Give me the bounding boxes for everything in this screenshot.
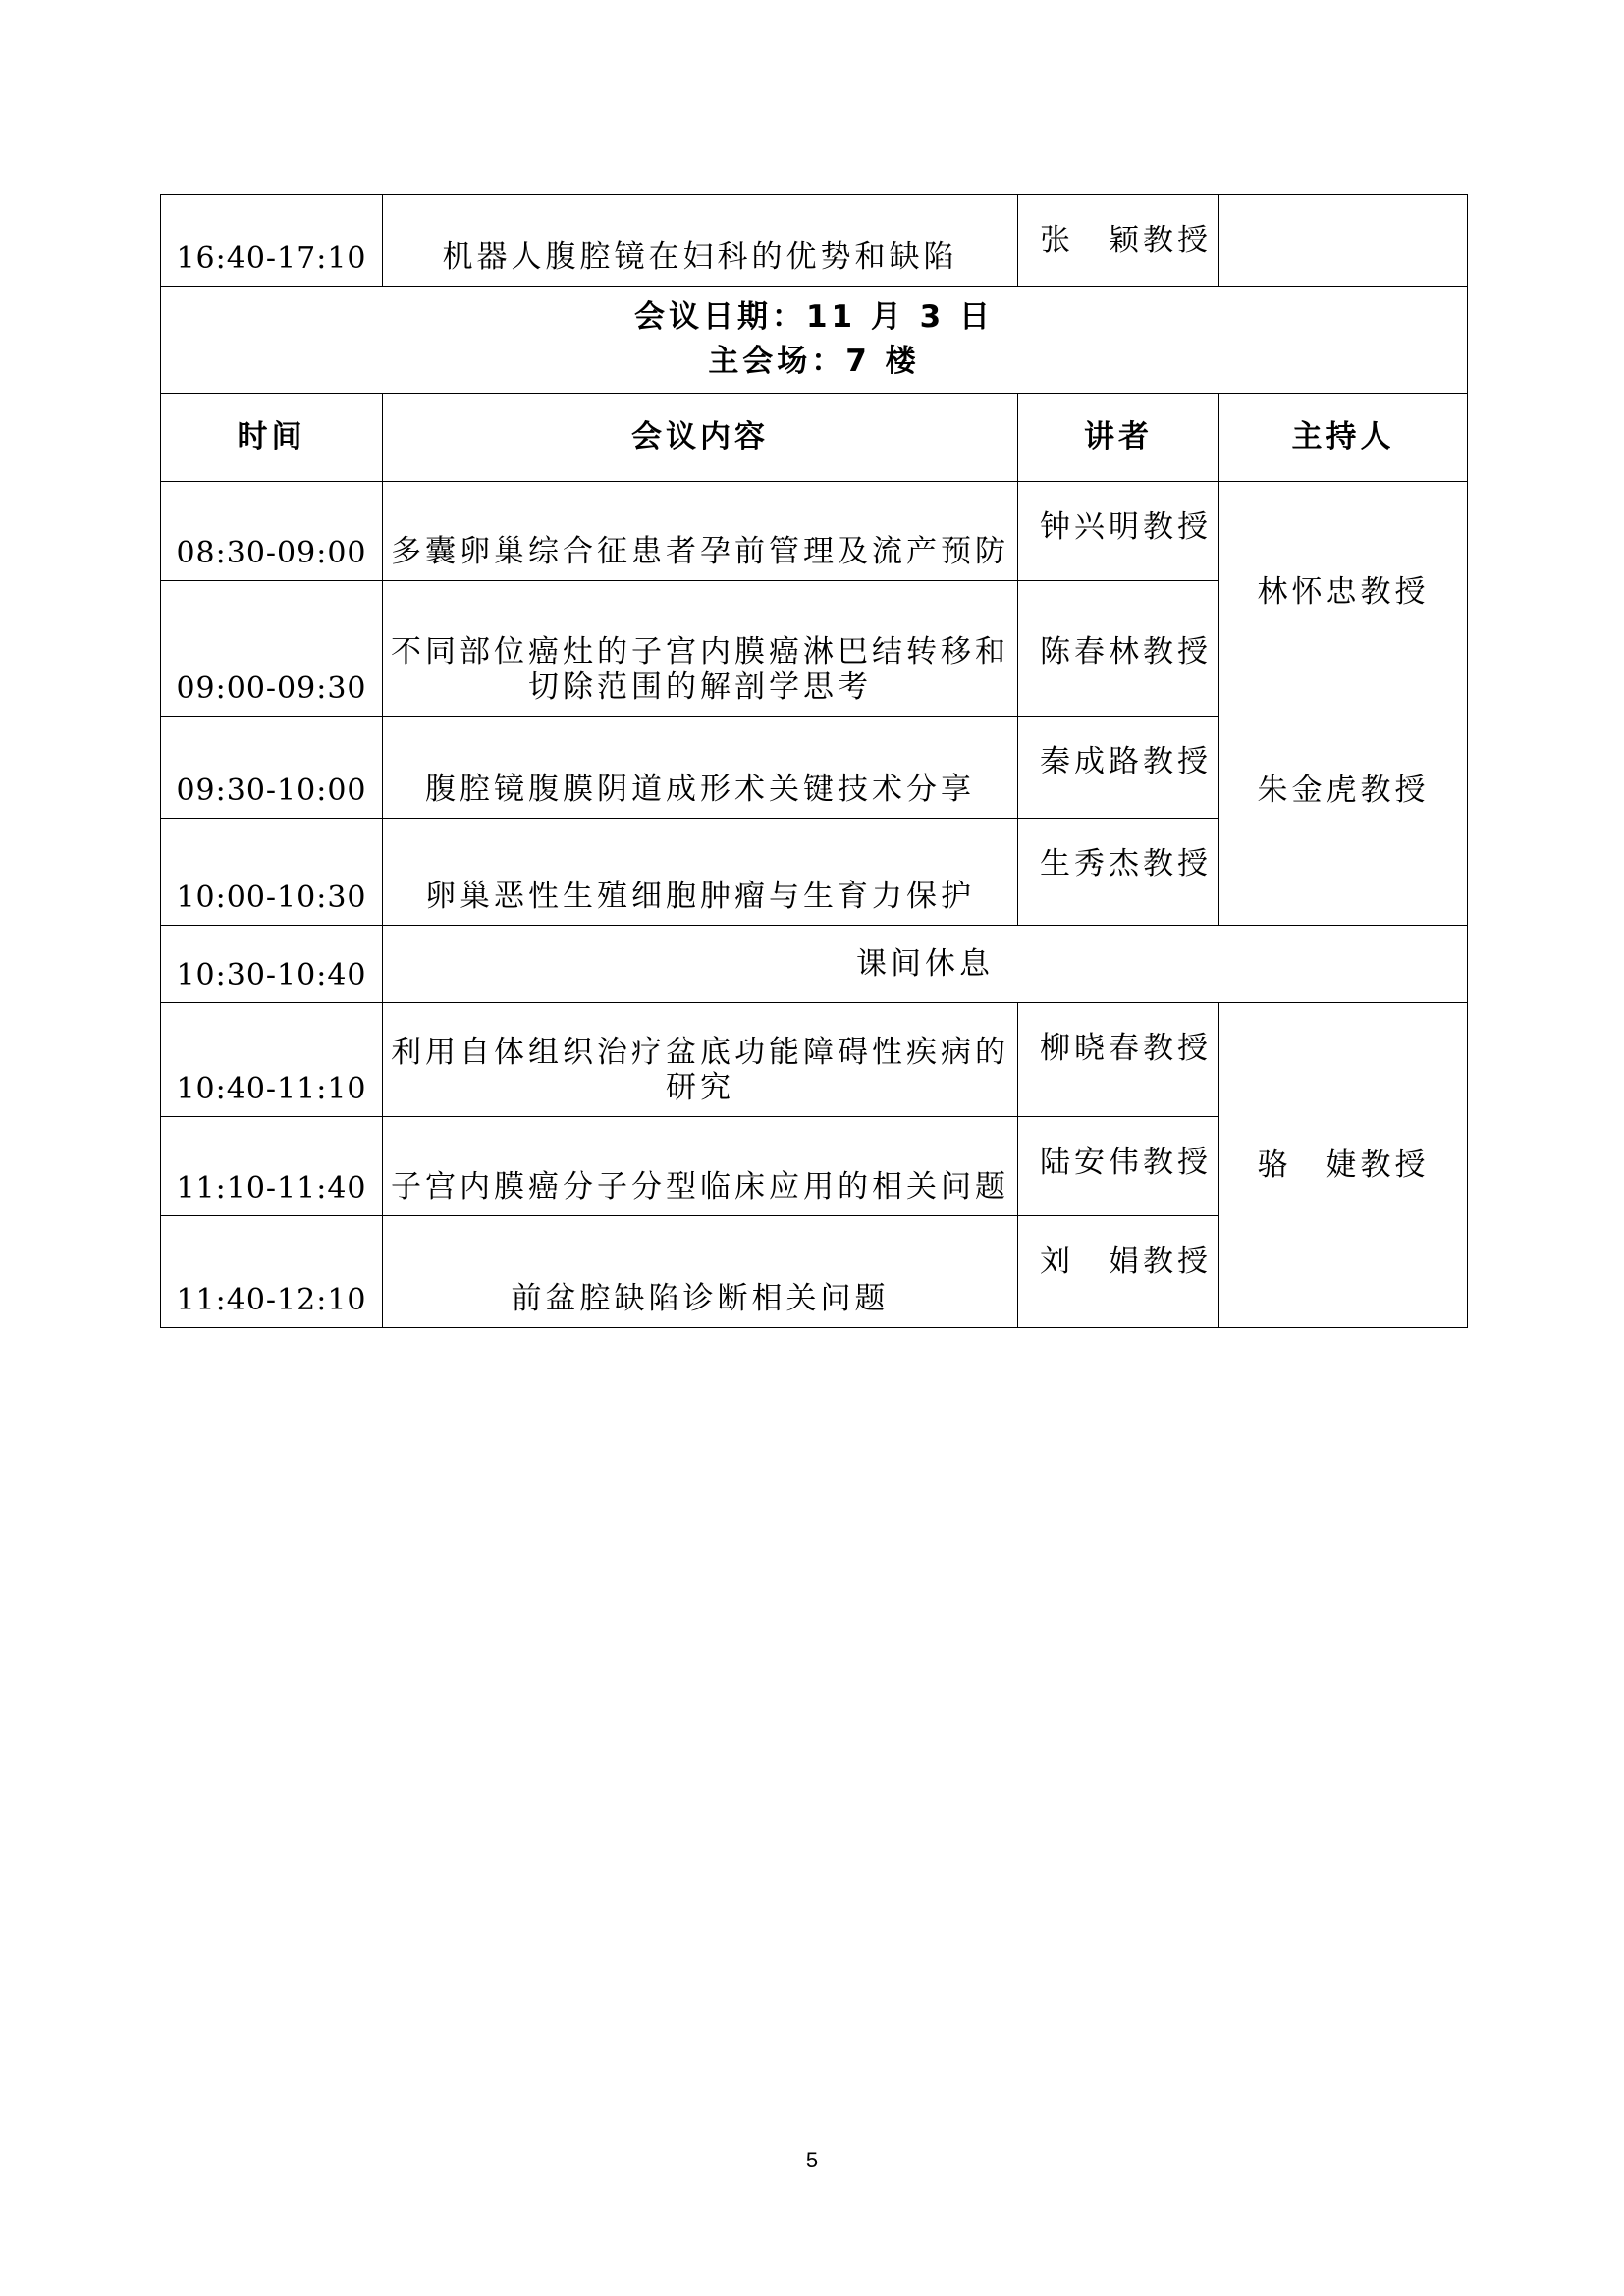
time-cell: 11:10-11:40: [161, 1117, 383, 1216]
content-line: 不同部位癌灶的子宫内膜癌淋巴结转移和: [391, 633, 1009, 669]
time-cell: 10:30-10:40: [161, 926, 383, 1003]
content-cell: [383, 581, 1018, 717]
speaker-cell: 生秀杰教授: [1018, 819, 1219, 926]
schedule-table: [160, 194, 1468, 1328]
table-row: [161, 1003, 1468, 1117]
speaker-cell: 秦成路教授: [1018, 717, 1219, 819]
time-cell: 10:40-11:10: [161, 1003, 383, 1117]
host-name: 朱金虎教授: [1257, 773, 1430, 808]
date-banner: [161, 287, 1468, 394]
speaker-cell: 柳晓春教授: [1018, 1003, 1219, 1117]
time-cell: 08:30-09:00: [161, 482, 383, 581]
meeting-venue: 主会场：7 楼: [708, 344, 920, 379]
header-time: 时间: [161, 394, 383, 482]
content-cell: 前盆腔缺陷诊断相关问题: [383, 1216, 1018, 1328]
table-row: [161, 482, 1468, 581]
content-line: 研究: [666, 1070, 734, 1106]
header-content: 会议内容: [383, 394, 1018, 482]
date-banner-row: [161, 287, 1468, 394]
host-cell: [1219, 195, 1468, 287]
content-cell: [383, 1003, 1018, 1117]
host-name: 林怀忠教授: [1257, 574, 1430, 610]
content-line: 利用自体组织治疗盆底功能障碍性疾病的: [391, 1034, 1009, 1070]
speaker-cell: 陆安伟教授: [1018, 1117, 1219, 1216]
time-cell: 16:40-17:10: [161, 195, 383, 287]
content-cell: 机器人腹腔镜在妇科的优势和缺陷: [383, 195, 1018, 287]
break-row: [161, 926, 1468, 1003]
time-cell: 11:40-12:10: [161, 1216, 383, 1328]
time-cell: 09:30-10:00: [161, 717, 383, 819]
content-cell: 腹腔镜腹膜阴道成形术关键技术分享: [383, 717, 1018, 819]
content-cell: 多囊卵巢综合征患者孕前管理及流产预防: [383, 482, 1018, 581]
content-line: 切除范围的解剖学思考: [528, 669, 872, 706]
meeting-date: 会议日期：11 月 3 日: [633, 299, 995, 336]
table-row: [161, 195, 1468, 287]
host-cell-group2: 骆 婕教授: [1219, 1003, 1468, 1328]
header-speaker: 讲者: [1018, 394, 1219, 482]
speaker-cell: 刘 娟教授: [1018, 1216, 1219, 1328]
speaker-cell: 钟兴明教授: [1018, 482, 1219, 581]
content-cell: 卵巢恶性生殖细胞肿瘤与生育力保护: [383, 819, 1018, 926]
time-cell: 09:00-09:30: [161, 581, 383, 717]
speaker-cell: 张 颖教授: [1018, 195, 1219, 287]
speaker-cell: 陈春林教授: [1018, 581, 1219, 717]
header-host: 主持人: [1219, 394, 1468, 482]
break-label: 课间休息: [383, 926, 1468, 1003]
time-cell: 10:00-10:30: [161, 819, 383, 926]
header-row: [161, 394, 1468, 482]
content-cell: 子宫内膜癌分子分型临床应用的相关问题: [383, 1117, 1018, 1216]
host-cell-group1: [1219, 482, 1468, 926]
page-number: 5: [805, 2148, 819, 2172]
